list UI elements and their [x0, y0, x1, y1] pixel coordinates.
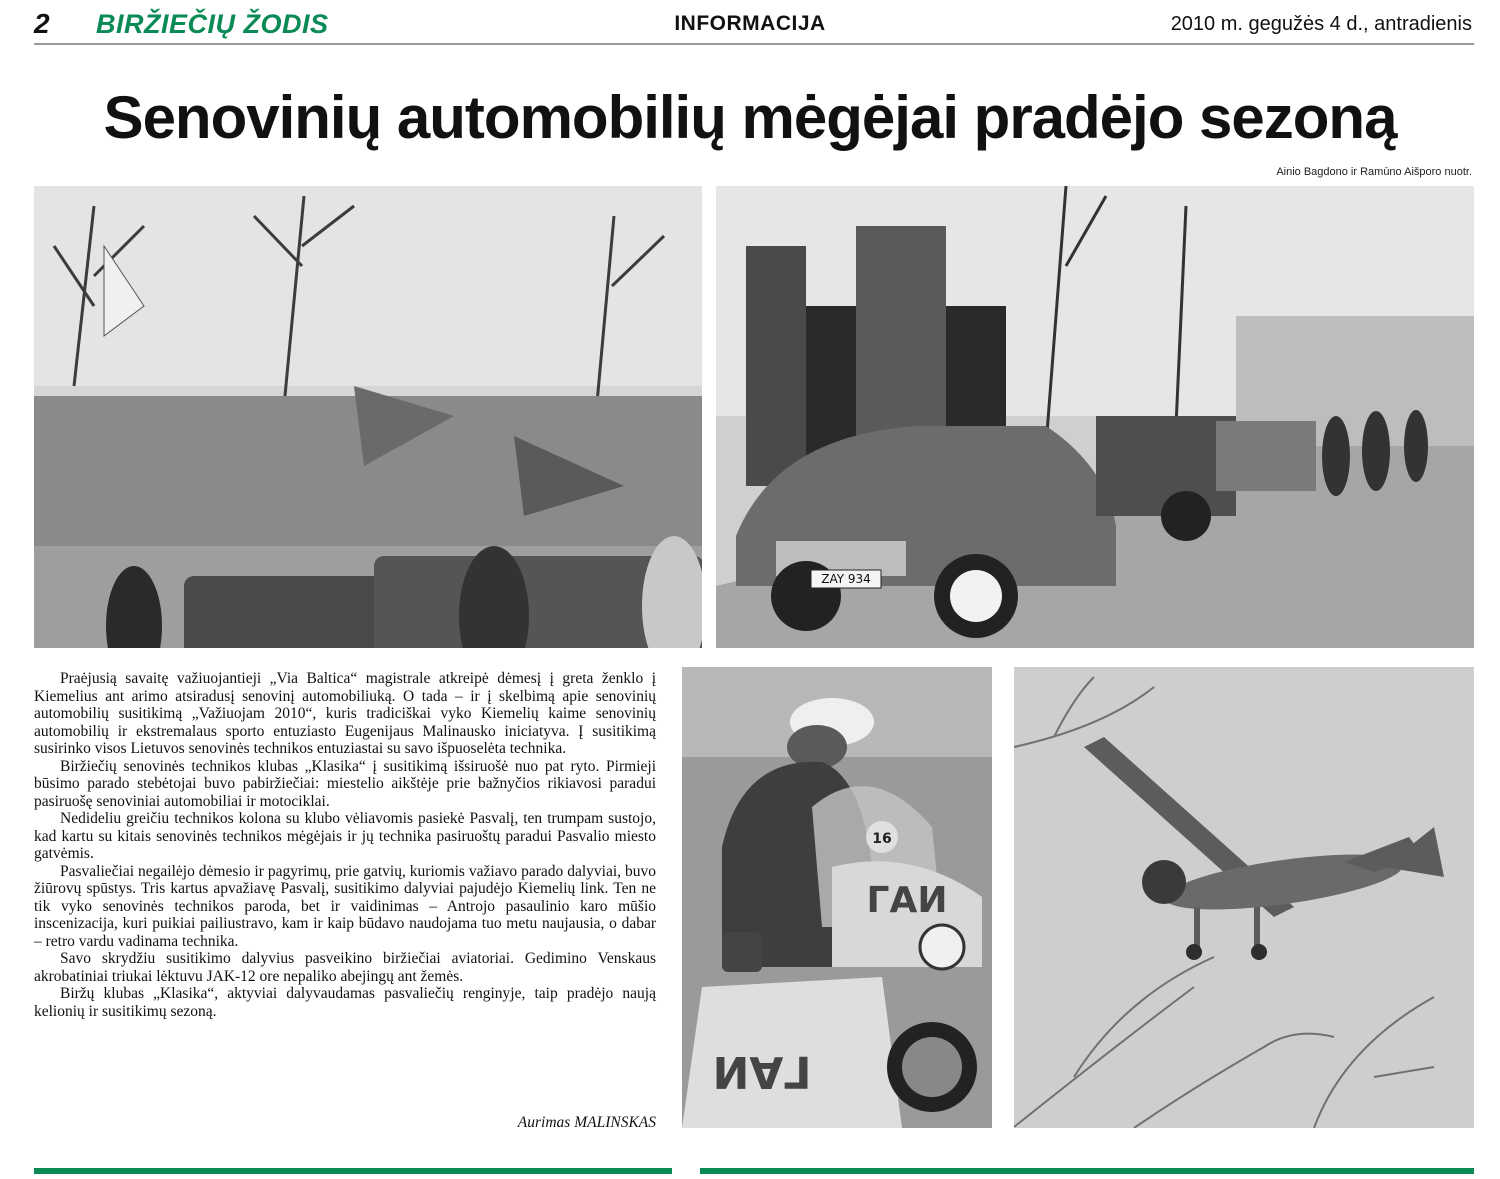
photo-vintage-trucks [34, 186, 702, 648]
photo-vintage-trucks-image [34, 186, 702, 648]
photo-credit: Ainio Bagdono ir Ramūno Aišporo nuotr. [1276, 166, 1472, 178]
article-author: Aurimas MALINSKAS [517, 1114, 656, 1131]
article-body [34, 670, 656, 1020]
page-number: 2 [34, 8, 50, 39]
article-paragraph: Nedideliu greičiu technikos kolona su klubo vėliavomis pasiekė Pasvalį, ten trumpam sustojo, kad kartu su kitais senovinės technikos mėgėjais ir jų technika pasiruoštų paradui Pasvalio miesto gatvėmis. [34, 810, 656, 862]
footer-accent-bar-left [34, 1168, 672, 1174]
headline: Senovinių automobilių mėgėjai pradėjo sezoną [103, 84, 1397, 151]
article-paragraph: Biržų klubas „Klasika“, aktyviai dalyvaudamas pasvaliečių renginyje, taip pradėjo naują kelionių ir susitikimų sezoną. [34, 985, 656, 1020]
header-rule [34, 43, 1474, 45]
photo-gai-motorcycle-image [682, 667, 992, 1128]
gai-label-top: ГАИ [866, 880, 948, 921]
photo-volga-parade-image [716, 186, 1474, 648]
plate-zay: ZAY 934 [821, 572, 871, 586]
article-paragraph: Savo skrydžiu susitikimo dalyvius pasveikino biržiečiai aviatoriai. Gedimino Venskaus akrobatiniai triukai lėktuvu JAK-12 ore nepaliko abejingų ant žemės. [34, 950, 656, 985]
footer-accent-bar-right [700, 1168, 1474, 1174]
issue-date: 2010 m. gegužės 4 d., antradienis [1170, 13, 1472, 35]
article-paragraph: Pasvaliečiai negailėjo dėmesio ir pagyrimų, prie gatvių, kuriomis važiavo parado dalyviai, buvo žiūrovų spūstys. Tris kartus apvažiavę Pasvalį, susitikimo dalyviai pajudėjo Kiemelių link. Ten ne tik vyko senovinės technikos paroda, bet ir vaidinimas – Antrojo pasaulinio karo mūšio inscenizacija, kuri puikiai pailiustravo, kam ir kaip būdavo naudojama tuo metu naujausia, o dabar – retro vardu vadinama technika. [34, 862, 656, 950]
race-number-badge: 16 [872, 831, 892, 847]
photo-jak12-airplane [1014, 667, 1474, 1128]
photo-volga-parade [716, 186, 1474, 648]
gai-label-bottom: ГАИ [712, 1046, 812, 1097]
section-label: INFORMACIJA [674, 12, 826, 35]
article-paragraph: Biržiečių senovinės technikos klubas „Klasika“ į susitikimą išsiruošė nuo pat ryto. Pirmieji būsimo parado stebėtojai buvo pabiržiečiai: miestelio aikštėje prie bažnyčios rikiavosi paradui pasiruošę senoviniai automobiliai ir motociklai. [34, 757, 656, 810]
photo-jak12-airplane-image [1014, 667, 1474, 1128]
article-paragraph: Praėjusią savaitę važiuojantieji „Via Baltica“ magistrale atkreipė dėmesį į greta ženklo į Kiemelius ant arimo atsiradusį senovinį automobiliuką. O tada – ir į skelbimą apie senovinių automobilių susitikimą „Važiuojam 2010“, kuris tradiciškai vyko Kiemelių kaime senovinių automobilių ir ekstremalaus sporto entuziasto Eugenijaus Malinausko iniciatyva. Į susitikimą susirinko visos Lietuvos senovinės technikos entuziastai su savo išpuoselėta technika. [34, 670, 656, 757]
masthead: BIRŽIEČIŲ ŽODIS [96, 9, 329, 39]
photo-gai-motorcycle [682, 667, 992, 1128]
